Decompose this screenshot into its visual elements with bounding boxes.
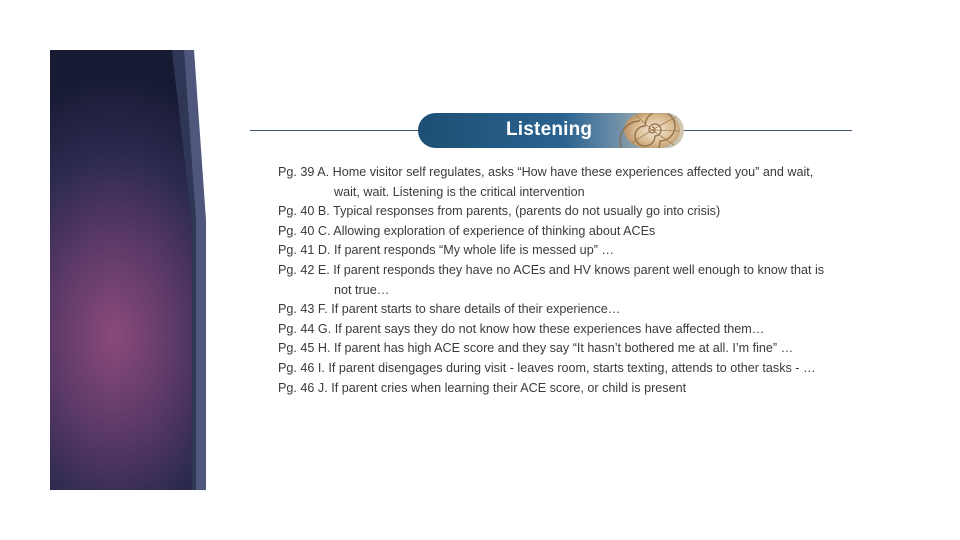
list-item-text: Pg. 40 C. Allowing exploration of experience of thinking about ACEs [278,223,656,238]
list-item-text: Pg. 42 E. If parent responds they have no ACEs and HV knows parent well enough to know that is [278,262,825,277]
list-item [278,163,858,202]
list-item [278,320,858,340]
list-item-text: Pg. 43 F. If parent starts to share details of their experience… [278,302,621,317]
list-item [278,379,858,399]
title-banner [418,113,684,148]
list-item [278,202,858,222]
nautilus-shell-icon [606,113,684,148]
list-item-text: Pg. 45 H. If parent has high ACE score and they say “It hasn’t bothered me at all. I’m fine” … [278,341,794,356]
list-item-text: Pg. 44 G. If parent says they do not know how these experiences have affected them… [278,321,765,336]
reference-list [278,163,858,398]
list-item-continuation: wait, wait. Listening is the critical intervention [334,184,585,199]
list-item [278,300,858,320]
list-item-continuation: not true… [334,282,390,297]
list-item-text: Pg. 41 D. If parent responds “My whole life is messed up” … [278,243,614,258]
decorative-side-panel [50,50,192,490]
list-item-text: Pg. 46 I. If parent disengages during visit - leaves room, starts texting, attends to other tasks - … [278,360,816,375]
slide-title: Listening [506,119,593,140]
list-item [278,261,858,300]
list-item [278,241,858,261]
list-item-text: Pg. 39 A. Home visitor self regulates, asks “How have these experiences affected you” and wait, [278,165,814,179]
title-divider-left [250,130,420,131]
list-item-text: Pg. 46 J. If parent cries when learning their ACE score, or child is present [278,380,687,395]
side-panel-edge-stripe [172,50,208,490]
list-item-text: Pg. 40 B. Typical responses from parents, (parents do not usually go into crisis) [278,204,721,219]
list-item [278,339,858,359]
list-item [278,222,858,242]
title-divider-right [680,130,852,131]
list-item [278,359,858,379]
